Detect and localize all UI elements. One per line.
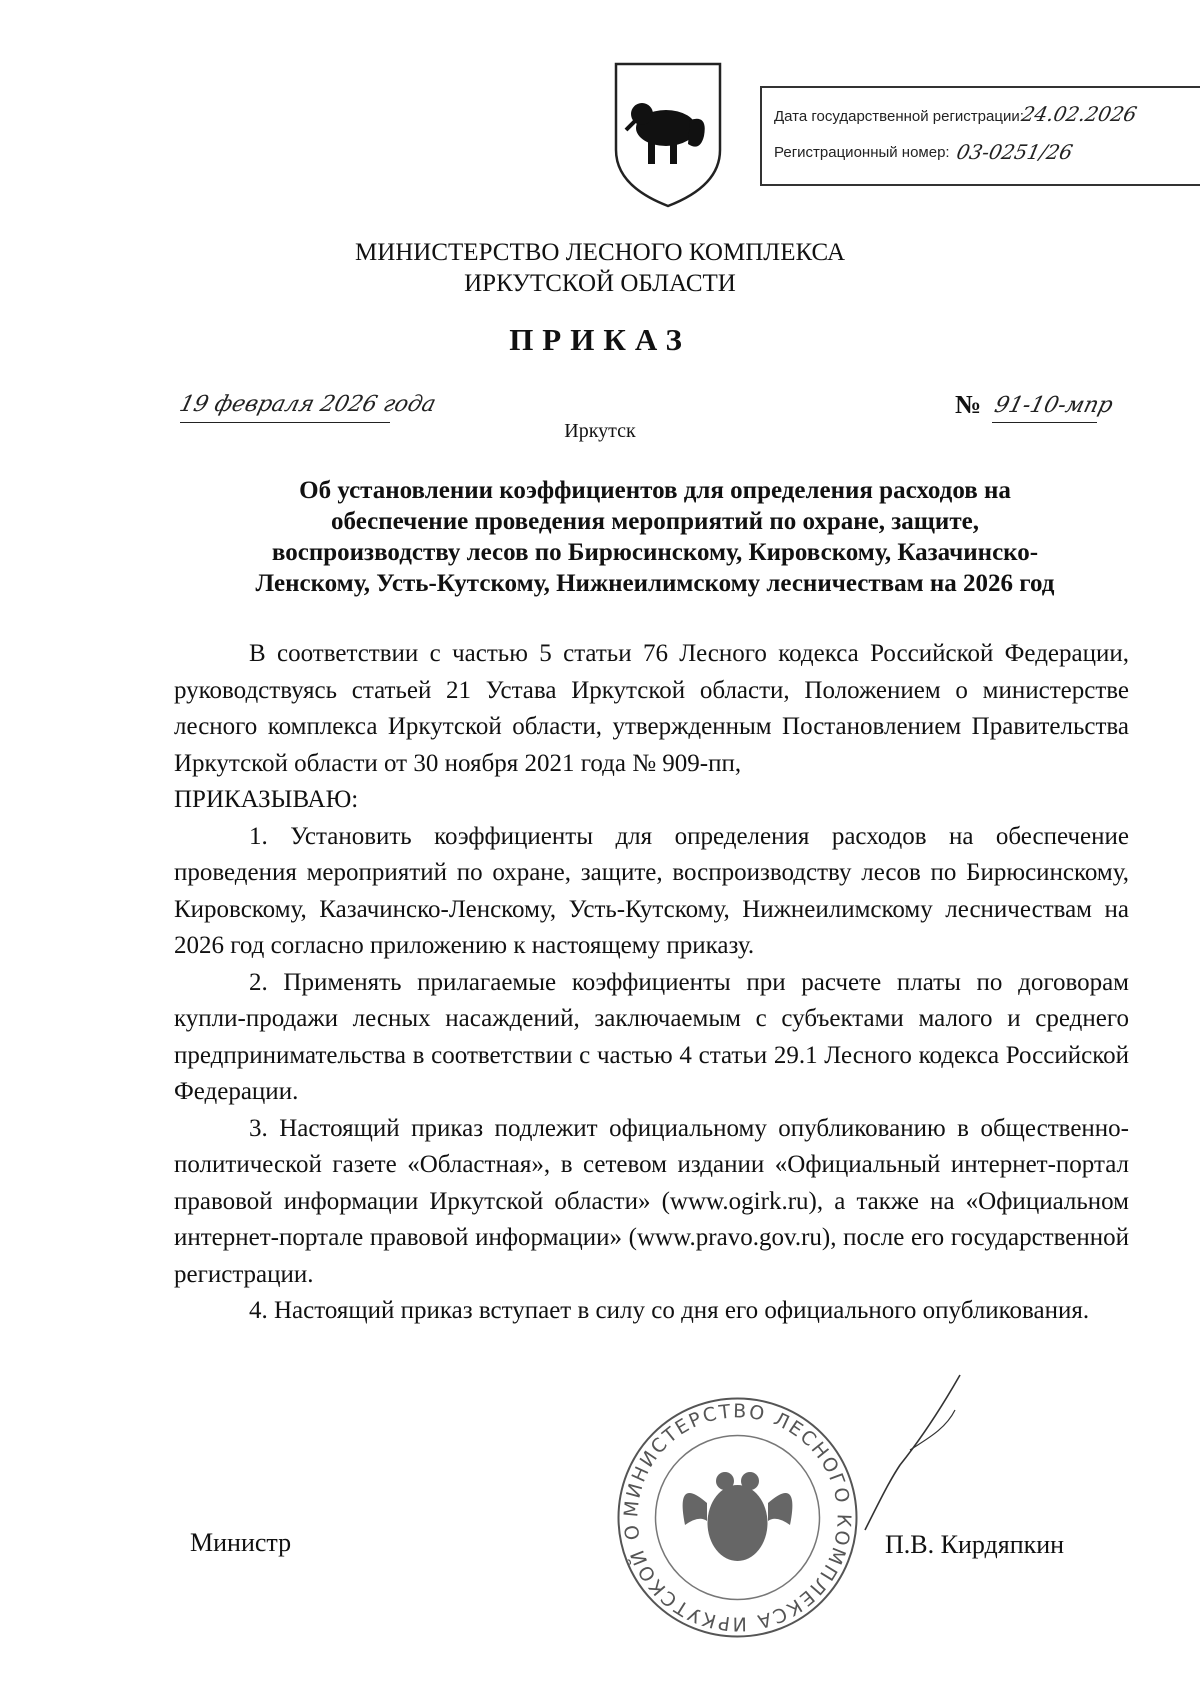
ministry-line-1: МИНИСТЕРСТВО ЛЕСНОГО КОМПЛЕКСА — [354, 239, 846, 266]
order-body — [174, 636, 1129, 1330]
official-seal-icon — [615, 1395, 860, 1640]
registration-date-value: 24.02.2026 — [1019, 102, 1140, 126]
subject-line-2: обеспечение проведения мероприятий по охране, защите, — [331, 508, 979, 535]
ministry-line-2: ИРКУТСКОЙ ОБЛАСТИ — [464, 270, 736, 297]
order-subject — [200, 475, 1110, 599]
city: Иркутск — [564, 420, 636, 442]
signatory-name: П.В. Кирдяпкин — [885, 1530, 1065, 1559]
order-item-4: 4. Настоящий приказ вступает в силу со дня его официального опубликования. — [249, 1297, 1090, 1324]
signatory-position: Министр — [190, 1528, 292, 1557]
order-word: ПРИКАЗЫВАЮ: — [174, 786, 359, 813]
subject-line-3: воспроизводству лесов по Бирюсинскому, Кировскому, Казачинско- — [271, 539, 1039, 566]
order-item-3: 3. Настоящий приказ подлежит официальному опубликованию в общественно-политической газете «Областная», в сетевом издании «Официальный интернет-портал правовой информации Иркутской области» (www.ogirk.ru), а также на «Официальном интернет-портале правовой информации» (www.pravo.gov.ru), после его государственной регистрации. — [174, 1114, 1129, 1288]
document-type: ПРИКАЗ — [509, 322, 691, 357]
seal-text: МИНИСТЕРСТВО ЛЕСНОГО КОМПЛЕКСА ИРКУТСКОЙ О — [620, 1400, 855, 1635]
subject-line-1: Об установлении коэффициентов для определения расходов на — [299, 477, 1011, 504]
order-item-1: 1. Установить коэффициенты для определения расходов на обеспечение проведения мероприятий по охране, защите, воспроизводству лесов по Бирюсинскому, Кировскому, Казачинско-Ленскому, Усть-Кутскому, Нижнеилимскому лесничествам на 2026 год согласно приложению к настоящему приказу. — [174, 822, 1129, 959]
registration-date-label: Дата государственной регистрации: — [774, 108, 1024, 125]
registration-number-value: 03-0251/26 — [954, 140, 1075, 164]
registration-number-label: Регистрационный номер: — [774, 144, 950, 161]
order-date: 19 февраля 2026 года — [176, 392, 439, 417]
ministry-name — [0, 237, 1200, 299]
preamble-paragraph: В соответствии с частью 5 статьи 76 Лесного кодекса Российской Федерации, руководствуясь статьей 21 Устава Иркутской области, Положением о министерстве лесного комплекса Иркутской области, утвержденным Постановлением Правительства Иркутской области от 30 ноября 2021 года № 909-пп, — [174, 640, 1129, 777]
number-sign: № — [955, 390, 982, 419]
subject-line-4: Ленскому, Усть-Кутскому, Нижнеилимскому лесничествам на 2026 год — [255, 570, 1055, 597]
order-item-2: 2. Применять прилагаемые коэффициенты при расчете платы по договорам купли-продажи лесных насаждений, заключаемым с субъектами малого и среднего предпринимательства в соответствии с частью 4 статьи 29.1 Лесного кодекса Российской Федерации. — [174, 968, 1129, 1105]
handwritten-signature-icon — [850, 1370, 970, 1540]
registration-stamp — [760, 86, 1200, 186]
coat-of-arms-icon — [608, 58, 728, 210]
order-number: 91-10-мпр — [991, 393, 1116, 418]
